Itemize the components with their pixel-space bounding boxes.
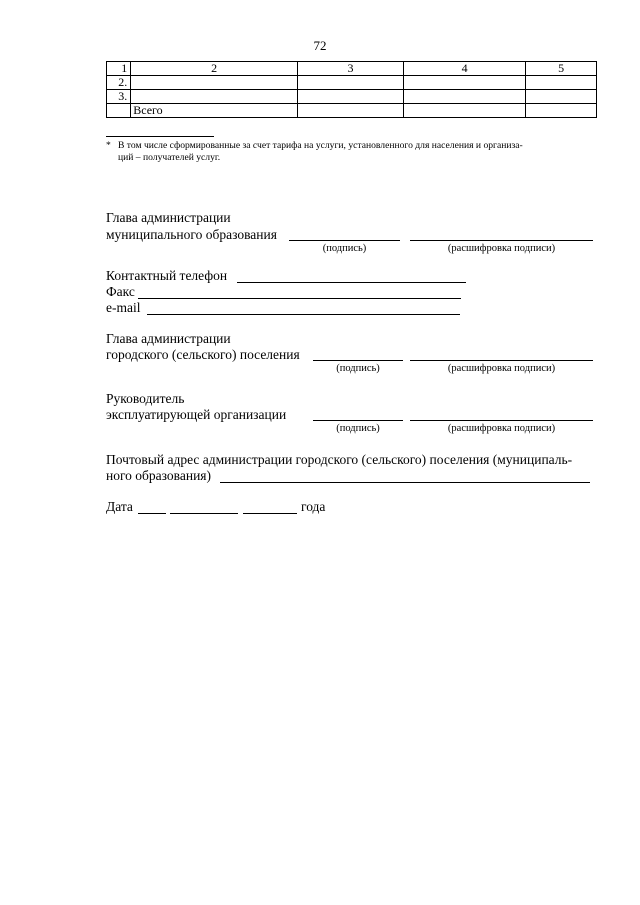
table-cell: [526, 104, 597, 118]
date-day-field[interactable]: [138, 513, 166, 514]
name-decode-caption: (расшифровка подписи): [447, 363, 556, 374]
footnote-marker: *: [106, 140, 111, 151]
name-decode-caption: (расшифровка подписи): [447, 423, 556, 434]
date-label: Дата: [106, 499, 133, 514]
table-cell: 1: [107, 62, 131, 76]
table-cell: [297, 76, 403, 90]
table-cell: 3.: [107, 90, 131, 104]
postal-address-line1: Почтовый адрес администрации городского (сельского) поселения (муниципаль-: [106, 452, 573, 467]
signature-caption: (подпись): [336, 423, 380, 434]
signature-line[interactable]: [313, 420, 403, 421]
name-decode-line[interactable]: [410, 360, 593, 361]
footnote-text-line1: В том числе сформированные за счет тарифа на услуги, установленного для населения и организа-: [118, 140, 523, 151]
email-field[interactable]: [147, 314, 460, 315]
table-header-row: [107, 62, 597, 76]
date-month-field[interactable]: [170, 513, 238, 514]
table-cell: [297, 90, 403, 104]
footnote-separator: [106, 136, 214, 137]
name-decode-line[interactable]: [410, 420, 593, 421]
date-year-field[interactable]: [243, 513, 297, 514]
head-municipal-title: Глава администрации: [106, 210, 231, 225]
email-label: e-mail: [106, 300, 141, 315]
table-cell: 2.: [107, 76, 131, 90]
operator-title: Руководитель: [106, 391, 185, 406]
table-row: [107, 76, 597, 90]
table-cell: [526, 90, 597, 104]
table-total-row: [107, 104, 597, 118]
data-table: [106, 61, 597, 118]
head-municipal-org: муниципального образования: [106, 227, 277, 242]
footnote: [106, 140, 596, 164]
postal-address-line2: ного образования): [106, 468, 212, 483]
table-cell: [107, 104, 131, 118]
table-cell: Всего: [131, 104, 298, 118]
head-settlement-org: городского (сельского) поселения: [106, 347, 300, 362]
table-cell: 5: [526, 62, 597, 76]
table-cell: 4: [404, 62, 526, 76]
signature-caption: (подпись): [336, 363, 380, 374]
fax-label: Факс: [106, 284, 135, 299]
phone-label: Контактный телефон: [106, 268, 228, 283]
table-cell: [526, 76, 597, 90]
table-cell: [404, 76, 526, 90]
table-cell: 3: [297, 62, 403, 76]
date-suffix: года: [301, 499, 326, 514]
table-row: [107, 90, 597, 104]
page-number: 72: [313, 38, 327, 53]
name-decode-caption: (расшифровка подписи): [447, 243, 556, 254]
table-cell: [297, 104, 403, 118]
table-cell: 2: [131, 62, 298, 76]
operator-org: эксплуатирующей организации: [106, 407, 287, 422]
postal-address-field[interactable]: [220, 482, 590, 483]
table-cell: [131, 90, 298, 104]
signature-line[interactable]: [289, 240, 400, 241]
footnote-text-line2: ций – получателей услуг.: [118, 152, 221, 163]
signature-caption: (подпись): [322, 243, 367, 254]
name-decode-line[interactable]: [410, 240, 593, 241]
signature-line[interactable]: [313, 360, 403, 361]
head-settlement-title: Глава администрации: [106, 331, 231, 346]
phone-field[interactable]: [237, 282, 466, 283]
table-cell: [404, 90, 526, 104]
table-cell: [404, 104, 526, 118]
fax-field[interactable]: [138, 298, 461, 299]
table-cell: [131, 76, 298, 90]
